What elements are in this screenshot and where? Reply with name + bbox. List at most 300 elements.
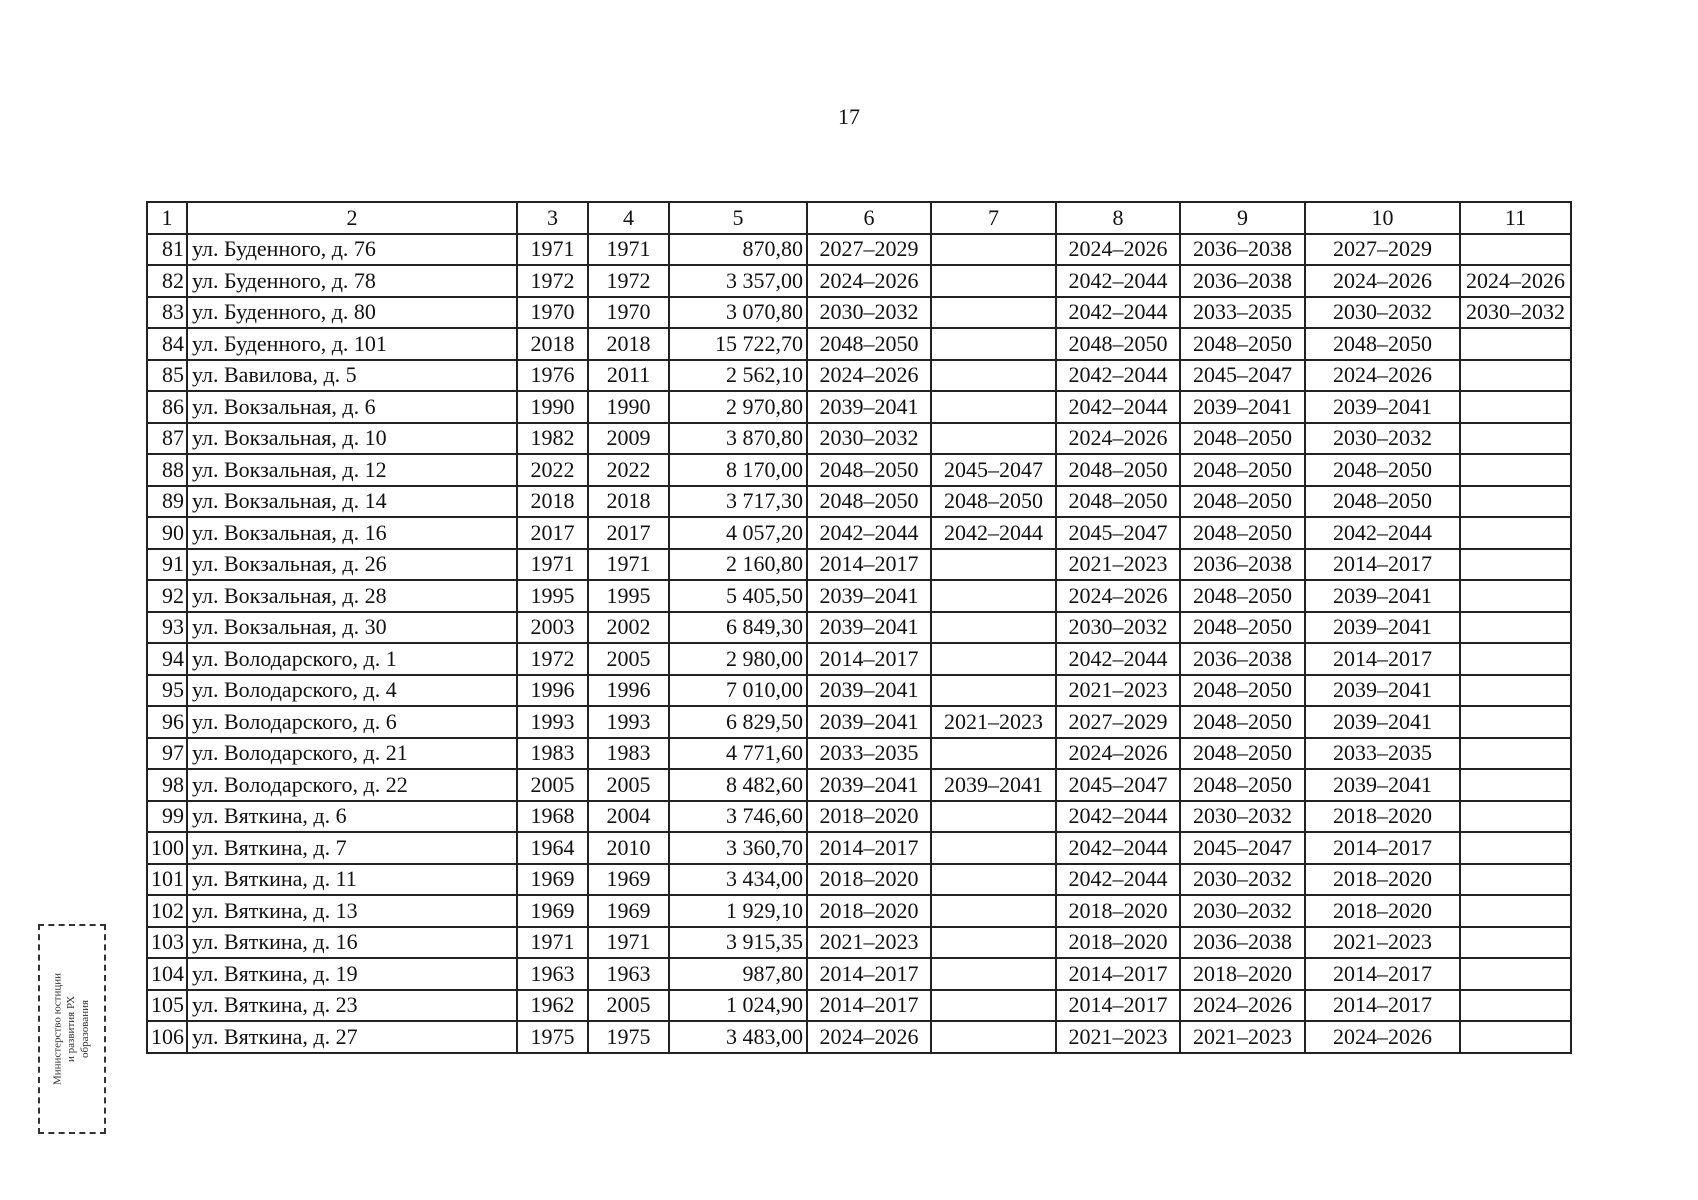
table-cell: 2021–2023	[1056, 549, 1180, 581]
table-cell: 2048–2050	[807, 328, 931, 360]
table-cell	[931, 958, 1056, 990]
table-cell: 104	[147, 958, 187, 990]
table-cell: 2024–2026	[1056, 234, 1180, 266]
header-cell: 7	[931, 202, 1056, 234]
table-cell: 1 024,90	[669, 990, 807, 1022]
table-row	[147, 454, 1571, 486]
table-cell: 1969	[517, 895, 588, 927]
table-row	[147, 360, 1571, 392]
table-cell: 2036–2038	[1180, 234, 1305, 266]
table-cell: 6 849,30	[669, 612, 807, 644]
table-cell: 98	[147, 769, 187, 801]
table-cell: ул. Вокзальная, д. 30	[187, 612, 517, 644]
table-cell: 2039–2041	[807, 706, 931, 738]
table-cell: 2 980,00	[669, 643, 807, 675]
table-cell: 2014–2017	[807, 643, 931, 675]
table-cell: 2042–2044	[1056, 832, 1180, 864]
header-cell: 10	[1305, 202, 1460, 234]
table-cell: 1975	[588, 1021, 669, 1053]
table-cell	[931, 990, 1056, 1022]
table-cell: 2009	[588, 423, 669, 455]
data-table	[146, 201, 1572, 1054]
table-cell: 2039–2041	[1305, 675, 1460, 707]
table-cell: ул. Вокзальная, д. 12	[187, 454, 517, 486]
table-cell: 2048–2050	[1180, 738, 1305, 770]
table-cell	[931, 549, 1056, 581]
table-cell: 2018	[588, 486, 669, 518]
table-cell: 2045–2047	[931, 454, 1056, 486]
table-cell: 86	[147, 391, 187, 423]
table-cell	[931, 580, 1056, 612]
table-cell: ул. Вяткина, д. 23	[187, 990, 517, 1022]
table-cell: 2039–2041	[1305, 769, 1460, 801]
table-cell: 1969	[588, 895, 669, 927]
table-cell: 1983	[588, 738, 669, 770]
table-cell: 3 746,60	[669, 801, 807, 833]
table-cell: 2014–2017	[1305, 990, 1460, 1022]
table-cell	[931, 234, 1056, 266]
table-cell: 96	[147, 706, 187, 738]
table-cell: 2014–2017	[1305, 958, 1460, 990]
table-cell: 2042–2044	[1056, 391, 1180, 423]
stamp-text	[0, 929, 172, 1129]
table-cell: 2033–2035	[1180, 297, 1305, 329]
table-cell: 97	[147, 738, 187, 770]
table-cell: 1983	[517, 738, 588, 770]
table-cell: 2022	[588, 454, 669, 486]
table-cell: 1963	[588, 958, 669, 990]
table-cell: 2021–2023	[1180, 1021, 1305, 1053]
table-cell: ул. Буденного, д. 76	[187, 234, 517, 266]
table-cell: 2045–2047	[1056, 517, 1180, 549]
table-cell: 1968	[517, 801, 588, 833]
table-cell: 2048–2050	[1180, 328, 1305, 360]
table-cell: 2039–2041	[807, 391, 931, 423]
table-cell: 102	[147, 895, 187, 927]
table-cell: 2048–2050	[931, 486, 1056, 518]
table-cell: 2039–2041	[931, 769, 1056, 801]
table-cell	[1460, 769, 1571, 801]
table-cell	[1460, 832, 1571, 864]
table-cell: 2045–2047	[1180, 360, 1305, 392]
table-cell: 2048–2050	[1180, 486, 1305, 518]
table-cell: 2039–2041	[1180, 391, 1305, 423]
table-cell: 92	[147, 580, 187, 612]
table-cell: 1971	[517, 234, 588, 266]
table-cell: 2024–2026	[1180, 990, 1305, 1022]
table-cell: 82	[147, 265, 187, 297]
table-cell: 2021–2023	[1056, 675, 1180, 707]
table-cell	[1460, 580, 1571, 612]
stamp-line: и развития РХ	[65, 995, 78, 1063]
table-cell: 2027–2029	[1056, 706, 1180, 738]
table-cell: 2048–2050	[807, 454, 931, 486]
table-cell: ул. Вокзальная, д. 6	[187, 391, 517, 423]
table-cell: 2030–2032	[1180, 895, 1305, 927]
table-cell: 85	[147, 360, 187, 392]
table-cell: 101	[147, 864, 187, 896]
stamp-line: образования	[78, 999, 91, 1059]
header-cell: 4	[588, 202, 669, 234]
table-cell: 2045–2047	[1180, 832, 1305, 864]
table-cell: ул. Вокзальная, д. 16	[187, 517, 517, 549]
table-cell: 2002	[588, 612, 669, 644]
table-cell: ул. Володарского, д. 21	[187, 738, 517, 770]
table-row	[147, 738, 1571, 770]
table-cell: 3 717,30	[669, 486, 807, 518]
table-cell: 2039–2041	[807, 769, 931, 801]
table-cell: 3 070,80	[669, 297, 807, 329]
table-cell: 1971	[588, 549, 669, 581]
table-cell: 2005	[588, 769, 669, 801]
table-cell: 2018–2020	[1180, 958, 1305, 990]
table-cell: 1995	[588, 580, 669, 612]
table-cell: 1996	[517, 675, 588, 707]
table-cell	[1460, 1021, 1571, 1053]
table-cell: ул. Вяткина, д. 6	[187, 801, 517, 833]
page-number: 17	[838, 104, 860, 129]
table-cell: 1996	[588, 675, 669, 707]
table-cell: 2042–2044	[1056, 360, 1180, 392]
table-cell	[1460, 990, 1571, 1022]
table-cell: 2 160,80	[669, 549, 807, 581]
table-cell: 2018–2020	[1305, 864, 1460, 896]
table-cell: 2021–2023	[931, 706, 1056, 738]
table-cell: 2036–2038	[1180, 265, 1305, 297]
table-row	[147, 927, 1571, 959]
table-cell: 2048–2050	[1305, 486, 1460, 518]
table-cell: 2014–2017	[1305, 832, 1460, 864]
table-cell	[931, 864, 1056, 896]
table-cell: 2011	[588, 360, 669, 392]
table-cell	[1460, 675, 1571, 707]
table-row	[147, 958, 1571, 990]
table-row	[147, 643, 1571, 675]
table-cell: 2030–2032	[1056, 612, 1180, 644]
table-row	[147, 486, 1571, 518]
header-cell: 6	[807, 202, 931, 234]
table-cell	[931, 832, 1056, 864]
table-cell: 2048–2050	[1180, 423, 1305, 455]
table-cell: 2018	[588, 328, 669, 360]
table-cell: 2030–2032	[807, 423, 931, 455]
table-cell	[931, 328, 1056, 360]
table-cell: 2030–2032	[1305, 297, 1460, 329]
table-cell: 1 929,10	[669, 895, 807, 927]
header-cell: 8	[1056, 202, 1180, 234]
header-cell: 11	[1460, 202, 1571, 234]
table-cell: 91	[147, 549, 187, 581]
table-row	[147, 580, 1571, 612]
table-cell: 2036–2038	[1180, 927, 1305, 959]
table-cell: 2039–2041	[807, 612, 931, 644]
table-cell: ул. Володарского, д. 22	[187, 769, 517, 801]
table-cell: 2030–2032	[807, 297, 931, 329]
table-cell: 2024–2026	[1460, 265, 1571, 297]
table-cell: ул. Вяткина, д. 13	[187, 895, 517, 927]
table-cell: ул. Буденного, д. 80	[187, 297, 517, 329]
table-cell: 2024–2026	[1056, 738, 1180, 770]
table-cell: 2039–2041	[807, 580, 931, 612]
table-cell: 2 562,10	[669, 360, 807, 392]
table-cell	[1460, 706, 1571, 738]
table-cell: ул. Вяткина, д. 16	[187, 927, 517, 959]
table-cell	[1460, 549, 1571, 581]
table-cell: 2045–2047	[1056, 769, 1180, 801]
table-cell	[931, 391, 1056, 423]
table-cell: 89	[147, 486, 187, 518]
stamp-line: Министерство юстиции	[51, 972, 64, 1086]
table-cell: 2024–2026	[807, 1021, 931, 1053]
table-row	[147, 391, 1571, 423]
table-cell: 2048–2050	[807, 486, 931, 518]
table-cell: 1969	[517, 864, 588, 896]
table-cell: 1990	[517, 391, 588, 423]
header-cell: 2	[187, 202, 517, 234]
table-cell	[931, 927, 1056, 959]
table-cell: ул. Вокзальная, д. 28	[187, 580, 517, 612]
table-cell: 2048–2050	[1180, 706, 1305, 738]
table-cell: 5 405,50	[669, 580, 807, 612]
table-cell: 1990	[588, 391, 669, 423]
table-row	[147, 832, 1571, 864]
table-cell: 2042–2044	[1056, 801, 1180, 833]
table-cell	[1460, 423, 1571, 455]
header-cell: 5	[669, 202, 807, 234]
table-cell	[931, 643, 1056, 675]
table-cell	[931, 895, 1056, 927]
table-cell: 8 170,00	[669, 454, 807, 486]
table-cell: 2018–2020	[1056, 927, 1180, 959]
table-cell: 1970	[588, 297, 669, 329]
table-cell: 2021–2023	[1056, 1021, 1180, 1053]
table-cell: ул. Вокзальная, д. 10	[187, 423, 517, 455]
table-cell: 15 722,70	[669, 328, 807, 360]
table-cell: 2024–2026	[1305, 1021, 1460, 1053]
table-cell: 2027–2029	[807, 234, 931, 266]
table-cell: 2003	[517, 612, 588, 644]
table-cell: 2014–2017	[1305, 643, 1460, 675]
table-row	[147, 769, 1571, 801]
header-cell: 3	[517, 202, 588, 234]
table-cell: 2042–2044	[1056, 297, 1180, 329]
table-cell: 1993	[517, 706, 588, 738]
table-cell: 2039–2041	[1305, 612, 1460, 644]
table-cell: 1982	[517, 423, 588, 455]
table-cell: 2014–2017	[1056, 990, 1180, 1022]
table-row	[147, 801, 1571, 833]
table-cell: ул. Вяткина, д. 7	[187, 832, 517, 864]
table-cell: 2042–2044	[1056, 265, 1180, 297]
table-row	[147, 297, 1571, 329]
table-cell: 2027–2029	[1305, 234, 1460, 266]
table-cell: 6 829,50	[669, 706, 807, 738]
table-cell: 1976	[517, 360, 588, 392]
table-cell: 2018–2020	[1305, 801, 1460, 833]
table-cell: 83	[147, 297, 187, 329]
table-cell: 2042–2044	[1305, 517, 1460, 549]
table-cell: 2042–2044	[1056, 643, 1180, 675]
stamp	[38, 924, 106, 1134]
table-cell: 2042–2044	[931, 517, 1056, 549]
table-cell: ул. Вяткина, д. 27	[187, 1021, 517, 1053]
table-cell: 93	[147, 612, 187, 644]
table-cell	[1460, 454, 1571, 486]
table-cell: 3 357,00	[669, 265, 807, 297]
table-cell: 2036–2038	[1180, 643, 1305, 675]
table-cell	[931, 423, 1056, 455]
table-cell	[931, 1021, 1056, 1053]
table-cell: 4 771,60	[669, 738, 807, 770]
table-cell	[1460, 486, 1571, 518]
table-cell: 2014–2017	[807, 832, 931, 864]
table-cell: 84	[147, 328, 187, 360]
table-cell: 1964	[517, 832, 588, 864]
table-cell: 2048–2050	[1180, 580, 1305, 612]
table-cell: 3 915,35	[669, 927, 807, 959]
table-cell	[1460, 328, 1571, 360]
table-cell: 3 483,00	[669, 1021, 807, 1053]
table-cell: 1972	[517, 265, 588, 297]
table-cell: 4 057,20	[669, 517, 807, 549]
table-cell: ул. Володарского, д. 1	[187, 643, 517, 675]
table-cell	[1460, 927, 1571, 959]
table-row	[147, 328, 1571, 360]
table-cell: 2039–2041	[1305, 391, 1460, 423]
table-cell: 2048–2050	[1180, 612, 1305, 644]
table-row	[147, 864, 1571, 896]
table-cell: ул. Вяткина, д. 19	[187, 958, 517, 990]
table-cell: 106	[147, 1021, 187, 1053]
table-cell: 1971	[517, 927, 588, 959]
table-cell	[931, 360, 1056, 392]
table-cell: 2048–2050	[1056, 328, 1180, 360]
table-cell: 1971	[517, 549, 588, 581]
table-cell: 1993	[588, 706, 669, 738]
table-cell: 2014–2017	[1056, 958, 1180, 990]
table-cell	[931, 675, 1056, 707]
table-cell	[1460, 612, 1571, 644]
table-cell: ул. Вокзальная, д. 14	[187, 486, 517, 518]
table-cell: 2014–2017	[1305, 549, 1460, 581]
table-cell: 95	[147, 675, 187, 707]
table-cell	[931, 265, 1056, 297]
table-cell: 1971	[588, 927, 669, 959]
table-cell: 2018–2020	[807, 895, 931, 927]
table-cell: 2010	[588, 832, 669, 864]
table-cell: ул. Володарского, д. 6	[187, 706, 517, 738]
table-cell: 105	[147, 990, 187, 1022]
table-cell: 2014–2017	[807, 990, 931, 1022]
table-cell: 2033–2035	[807, 738, 931, 770]
table-cell: 3 434,00	[669, 864, 807, 896]
table-cell: 2039–2041	[807, 675, 931, 707]
table-cell	[1460, 643, 1571, 675]
table-cell	[1460, 895, 1571, 927]
table-cell: 1962	[517, 990, 588, 1022]
table-cell: ул. Володарского, д. 4	[187, 675, 517, 707]
table-cell: 2005	[517, 769, 588, 801]
table-cell: 8 482,60	[669, 769, 807, 801]
table-cell: ул. Вокзальная, д. 26	[187, 549, 517, 581]
table-cell: 2024–2026	[1305, 360, 1460, 392]
table-cell: 2039–2041	[1305, 706, 1460, 738]
table-cell: 2004	[588, 801, 669, 833]
table-cell: 2 970,80	[669, 391, 807, 423]
table-cell: 2030–2032	[1180, 864, 1305, 896]
table-cell	[931, 297, 1056, 329]
table-cell: ул. Вавилова, д. 5	[187, 360, 517, 392]
table-row	[147, 423, 1571, 455]
table-cell: 2030–2032	[1305, 423, 1460, 455]
table-cell: 2021–2023	[1305, 927, 1460, 959]
table-cell: 103	[147, 927, 187, 959]
table-cell: 2042–2044	[1056, 864, 1180, 896]
table-row	[147, 265, 1571, 297]
table-cell: 94	[147, 643, 187, 675]
table-cell: 1972	[588, 265, 669, 297]
table-cell: 81	[147, 234, 187, 266]
table-cell: 2024–2026	[1305, 265, 1460, 297]
table-cell: 3 870,80	[669, 423, 807, 455]
table-cell: 2018–2020	[807, 801, 931, 833]
table-cell: 99	[147, 801, 187, 833]
table-cell: 2018	[517, 486, 588, 518]
table-row	[147, 990, 1571, 1022]
table-cell: 2014–2017	[807, 549, 931, 581]
table-cell: 2048–2050	[1056, 454, 1180, 486]
table-cell	[931, 738, 1056, 770]
table-row	[147, 612, 1571, 644]
table-row	[147, 549, 1571, 581]
table-cell	[1460, 738, 1571, 770]
table-row	[147, 895, 1571, 927]
table-cell: 870,80	[669, 234, 807, 266]
table-cell: 2030–2032	[1460, 297, 1571, 329]
table-cell: ул. Буденного, д. 78	[187, 265, 517, 297]
table-cell: 2042–2044	[807, 517, 931, 549]
table-cell: 2014–2017	[807, 958, 931, 990]
table-cell: 2048–2050	[1305, 328, 1460, 360]
table-row	[147, 675, 1571, 707]
table-cell: 2024–2026	[1056, 423, 1180, 455]
table-row	[147, 706, 1571, 738]
table-cell: 90	[147, 517, 187, 549]
table-row	[147, 1021, 1571, 1053]
table-cell: 2039–2041	[1305, 580, 1460, 612]
table-cell: 100	[147, 832, 187, 864]
table-cell: 2024–2026	[807, 360, 931, 392]
table-cell: 2048–2050	[1305, 454, 1460, 486]
table-cell: 2022	[517, 454, 588, 486]
table-cell: 2036–2038	[1180, 549, 1305, 581]
table-cell: 1969	[588, 864, 669, 896]
table-cell: 1972	[517, 643, 588, 675]
table-cell: 3 360,70	[669, 832, 807, 864]
table-cell: 2018–2020	[1056, 895, 1180, 927]
table-cell: 2018	[517, 328, 588, 360]
table-cell: 2024–2026	[807, 265, 931, 297]
table-cell	[931, 612, 1056, 644]
table-cell: 88	[147, 454, 187, 486]
table-cell: ул. Буденного, д. 101	[187, 328, 517, 360]
table-cell	[1460, 391, 1571, 423]
header-cell: 9	[1180, 202, 1305, 234]
table-cell: 2024–2026	[1056, 580, 1180, 612]
table-cell	[1460, 234, 1571, 266]
table-cell: 2017	[588, 517, 669, 549]
table-cell: 2005	[588, 990, 669, 1022]
